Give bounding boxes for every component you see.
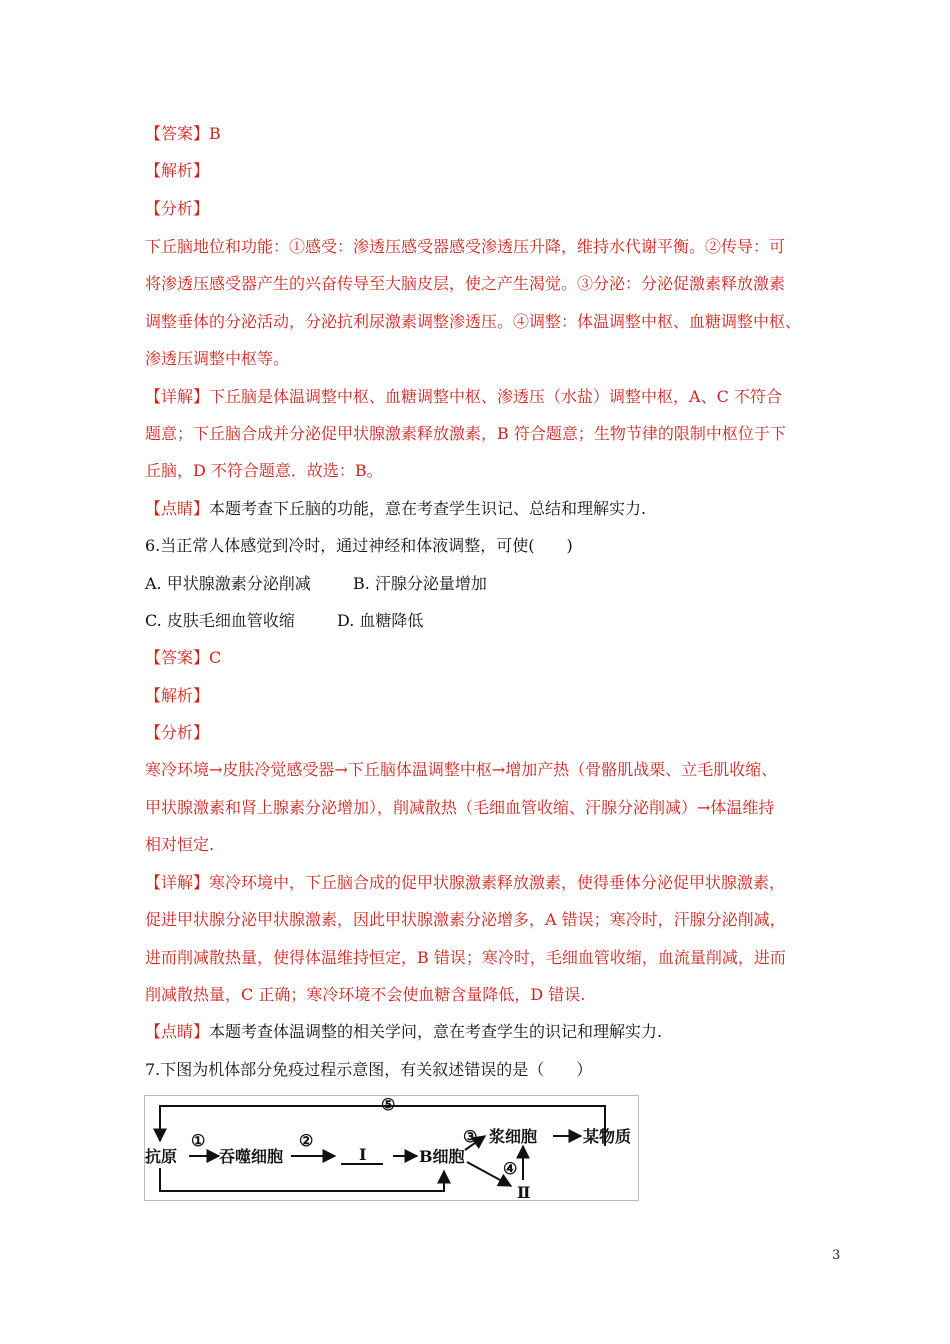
answer-value: B <box>209 124 221 143</box>
step5-label: ⑤ <box>381 1096 396 1114</box>
q6-analysis-line: 相对恒定. <box>145 835 215 854</box>
comment-tag: 【点睛】 <box>145 1022 210 1041</box>
q5-detail-line: 丘脑，D 不符合题意．故选：B。 <box>145 461 383 480</box>
step4-label: ④ <box>503 1159 518 1178</box>
plasma-cell-label: 浆细胞 <box>489 1127 538 1146</box>
cell-i-label: I <box>359 1145 367 1164</box>
option-c: C. 皮肤毛细血管收缩 <box>145 611 295 630</box>
q5-answer <box>145 124 221 144</box>
answer-value: C <box>209 648 222 667</box>
diagram-svg <box>145 1096 638 1200</box>
step3-label: ③ <box>463 1127 478 1146</box>
q5-detail-line: 题意；下丘脑合成并分泌促甲状腺激素释放激素，B 符合题意；生物节律的限制中枢位于下 <box>145 424 786 443</box>
q6-answer <box>145 648 221 668</box>
comment-tag: 【点睛】 <box>145 499 210 518</box>
q6-analysis-line: 甲状腺激素和肾上腺素分泌增加），削减散热（毛细血管收缩、汗腺分泌削减）→体温维持 <box>145 798 775 817</box>
antigen-label: 抗原 <box>145 1147 178 1166</box>
q6-options-row1 <box>145 574 487 594</box>
q6-explain-tag: 【解析】 <box>145 686 210 705</box>
immune-process-diagram <box>144 1095 639 1201</box>
option-a: A. 甲状腺激素分泌削减 <box>145 574 311 593</box>
cell-ii-label: Ⅱ <box>517 1183 531 1200</box>
q6-question: 6.当正常人体感觉到冷时，通过神经和体液调整，可使( ) <box>145 536 573 555</box>
detail-text: 寒冷环境中，下丘脑合成的促甲状腺激素释放激素，使得垂体分泌促甲状腺激素， <box>209 873 786 892</box>
q6-detail-line: 进而削减散热量，使得体温维持恒定，B 错误；寒冷时，毛细血管收缩，血流量削减，进而 <box>145 948 786 967</box>
q6-detail-line: 削减散热量，C 正确；寒冷环境不会使血糖含量降低，D 错误. <box>145 985 586 1004</box>
q6-comment <box>145 1022 662 1042</box>
comment-text: 本题考查下丘脑的功能，意在考查学生识记、总结和理解实力. <box>209 499 647 518</box>
q5-detail <box>145 387 782 407</box>
q6-detail <box>145 873 785 893</box>
q7-question: 7.下图为机体部分免疫过程示意图，有关叙述错误的是（ ） <box>145 1060 593 1079</box>
bcell-label: B细胞 <box>419 1147 465 1166</box>
arrow-antigen-to-bcell <box>160 1168 444 1191</box>
q6-detail-line: 促进甲状腺分泌甲状腺激素，因此甲状腺激素分泌增多，A 错误；寒冷时，汗腺分泌削减， <box>145 910 786 929</box>
q5-analysis-line: 下丘脑地位和功能：①感受：渗透压感受器感受渗透压升降，维持水代谢平衡。②传导：可 <box>145 237 786 256</box>
q5-explain-tag: 【解析】 <box>145 161 210 180</box>
q6-analysis-tag: 【分析】 <box>145 723 210 742</box>
answer-tag: 【答案】 <box>145 648 210 667</box>
q5-comment <box>145 499 646 519</box>
phagocyte-label: 吞噬细胞 <box>219 1147 284 1166</box>
q5-analysis-line: 渗透压调整中枢等。 <box>145 349 290 368</box>
q6-analysis-line: 寒冷环境→皮肤冷觉感受器→下丘脑体温调整中枢→增加产热（骨骼肌战栗、立毛肌收缩、 <box>145 760 778 779</box>
substance-label: 某物质 <box>583 1127 632 1146</box>
step2-label: ② <box>299 1131 314 1150</box>
q5-analysis-tag: 【分析】 <box>145 199 210 218</box>
q6-options-row2 <box>145 611 424 631</box>
option-d: D. 血糖降低 <box>337 611 424 630</box>
comment-text: 本题考查体温调整的相关学问，意在考查学生的识记和理解实力. <box>209 1022 663 1041</box>
option-b: B. 汗腺分泌量增加 <box>353 574 487 593</box>
detail-tag: 【详解】 <box>145 387 210 406</box>
answer-tag: 【答案】 <box>145 124 210 143</box>
page-number: 3 <box>832 1248 841 1263</box>
detail-tag: 【详解】 <box>145 873 210 892</box>
q5-analysis-line: 将渗透压感受器产生的兴奋传导至大脑皮层，使之产生渴觉。③分泌：分泌促激素释放激素 <box>145 274 786 293</box>
step1-label: ① <box>191 1131 206 1150</box>
detail-text: 下丘脑是体温调整中枢、血糖调整中枢、渗透压（水盐）调整中枢，A、C 不符合 <box>209 387 782 406</box>
q5-analysis-line: 调整垂体的分泌活动，分泌抗利尿激素调整渗透压。④调整：体温调整中枢、血糖调整中枢、 <box>145 312 802 331</box>
